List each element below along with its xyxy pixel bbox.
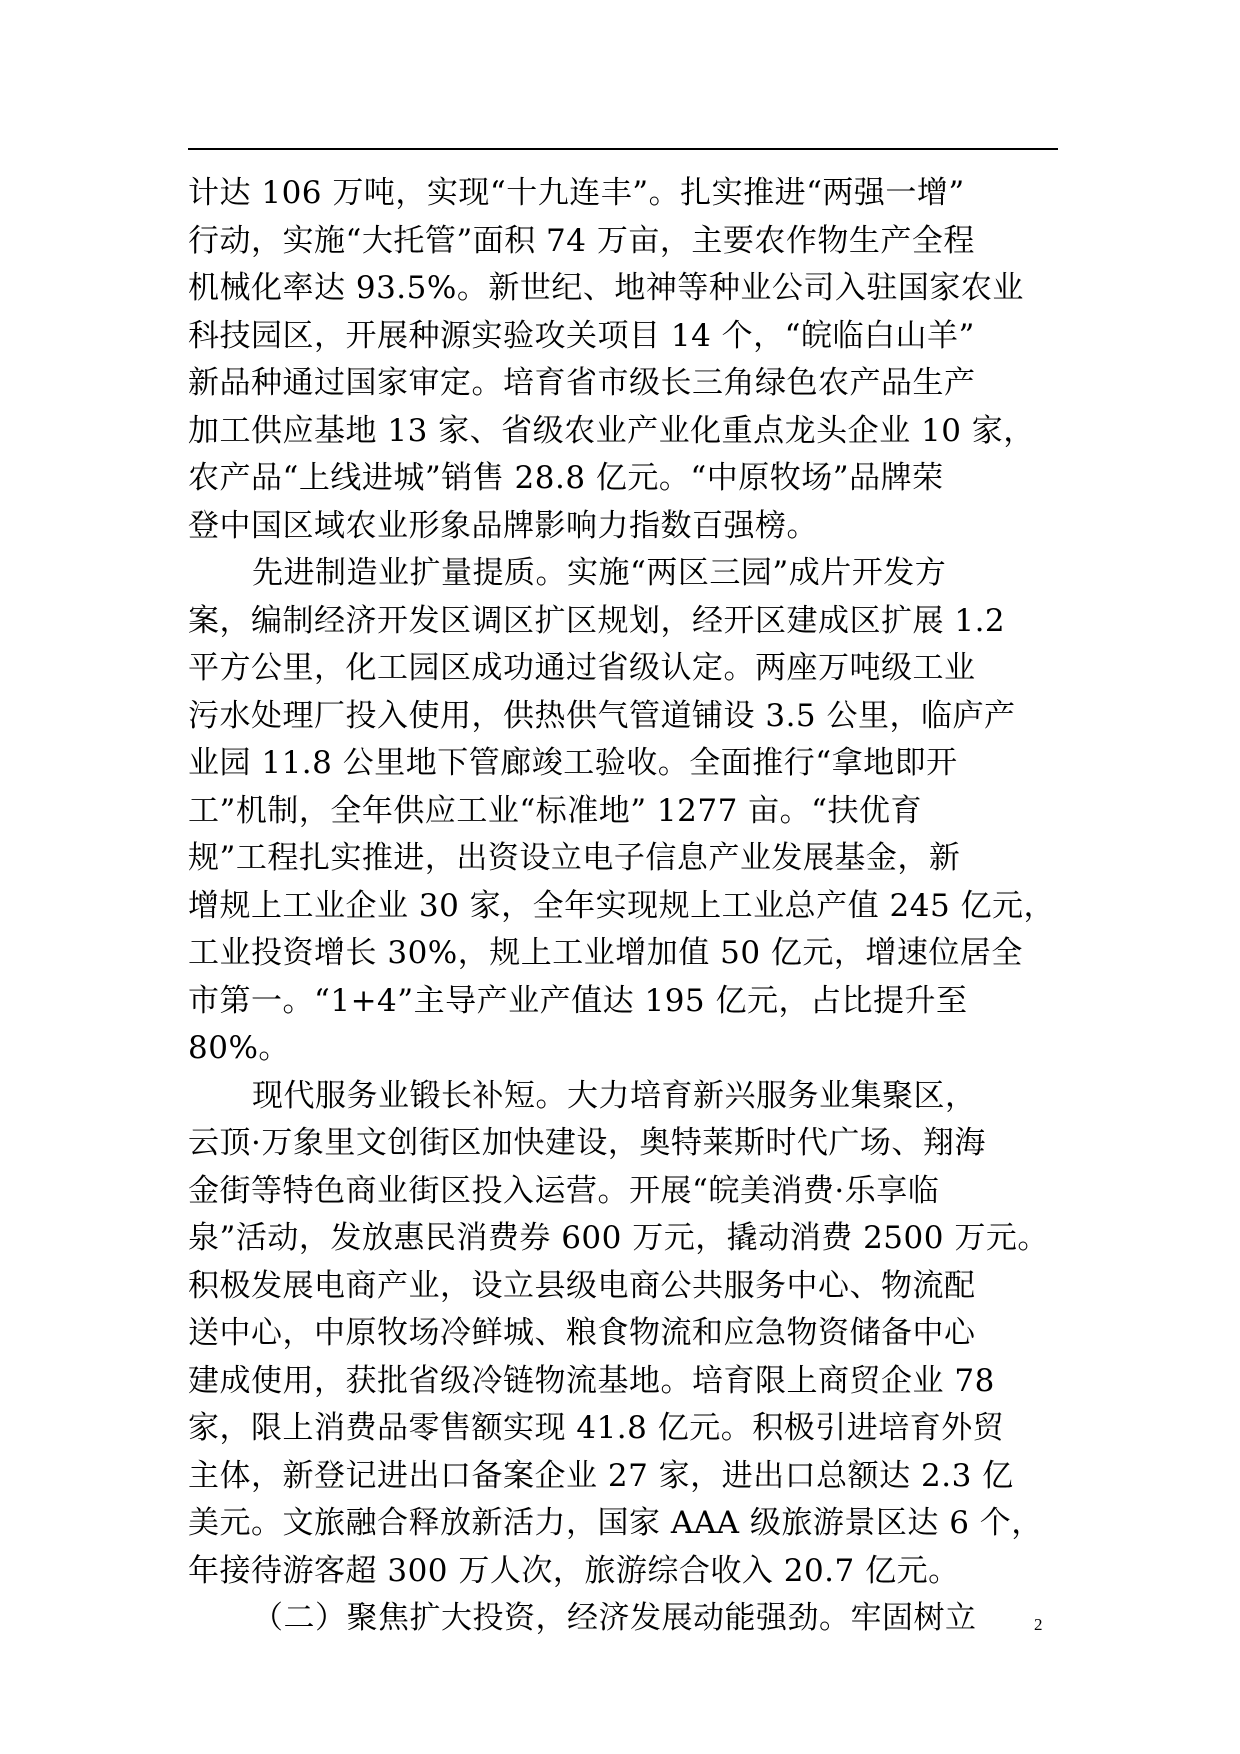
text-line: 业园 11.8 公里地下管廊竣工验收。全面推行“拿地即开 [188,745,958,781]
body-text [188,170,1188,1643]
text-line: 机械化率达 93.5%。新世纪、地神等种业公司入驻国家农业 [188,270,1024,306]
text-line: 市第一。“1+4”主导产业产值达 195 亿元，占比提升至 [188,982,968,1019]
page-number: 2 [1034,1615,1043,1634]
paragraph-start-line: （二）聚焦扩大投资，经济发展动能强劲。牢固树立 [252,1600,977,1636]
text-line: 建成使用，获批省级冷链物流基地。培育限上商贸企业 78 [188,1362,995,1399]
text-line: 泉”活动，发放惠民消费券 600 万元，撬动消费 2500 万元。 [188,1220,1049,1256]
text-line: 家，限上消费品零售额实现 41.8 亿元。积极引进培育外贸 [188,1410,1005,1446]
text-line: 科技园区，开展种源实验攻关项目 14 个，“皖临白山羊” [188,317,975,354]
paragraph-start-line: 先进制造业扩量提质。实施“两区三园”成片开发方 [252,555,947,591]
text-line: 新品种通过国家审定。培育省市级长三角绿色农产品生产 [188,365,976,401]
paragraph-start-line: 现代服务业锻长补短。大力培育新兴服务业集聚区， [252,1077,977,1114]
text-line: 案，编制经济开发区调区扩区规划，经开区建成区扩展 1.2 [188,602,1006,639]
text-line: 加工供应基地 13 家、省级农业产业化重点龙头企业 10 家， [188,412,1035,449]
text-line: 积极发展电商产业，设立县级电商公共服务中心、物流配 [188,1267,976,1304]
text-line: 工业投资增长 30%，规上工业增加值 50 亿元，增速位居全 [188,935,1023,971]
text-line: 农产品“上线进城”销售 28.8 亿元。“中原牧场”品牌荣 [188,460,944,496]
text-line: 金街等特色商业街区投入运营。开展“皖美消费·乐享临 [188,1172,940,1209]
text-line: 云顶·万象里文创街区加快建设，奥特莱斯时代广场、翔海 [188,1125,986,1161]
text-line: 美元。文旅融合释放新活力，国家 AAA 级旅游景区达 6 个， [188,1505,1043,1541]
text-line: 计达 106 万吨，实现“十九连丰”。扎实推进“两强一增” [188,175,965,211]
text-line: 送中心，中原牧场冷鲜城、粮食物流和应急物资储备中心 [188,1315,976,1351]
text-line: 增规上工业企业 30 家，全年实现规上工业总产值 245 亿元， [188,887,1056,924]
text-line: 污水处理厂投入使用，供热供气管道铺设 3.5 公里，临庐产 [188,697,1016,734]
text-line: 80%。 [188,1030,290,1066]
text-line: 年接待游客超 300 万人次，旅游综合收入 20.7 亿元。 [188,1552,960,1589]
text-line: 行动，实施“大托管”面积 74 万亩，主要农作物生产全程 [188,222,975,259]
text-line: 登中国区域农业形象品牌影响力指数百强榜。 [188,507,818,544]
text-line: 工”机制，全年供应工业“标准地” 1277 亩。“扶优育 [188,792,922,829]
header-rule [188,148,1058,150]
text-line: 平方公里，化工园区成功通过省级认定。两座万吨级工业 [188,650,976,686]
text-line: 规”工程扎实推进，出资设立电子信息产业发展基金，新 [188,840,961,876]
text-line: 主体，新登记进出口备案企业 27 家，进出口总额达 2.3 亿 [188,1457,1014,1494]
